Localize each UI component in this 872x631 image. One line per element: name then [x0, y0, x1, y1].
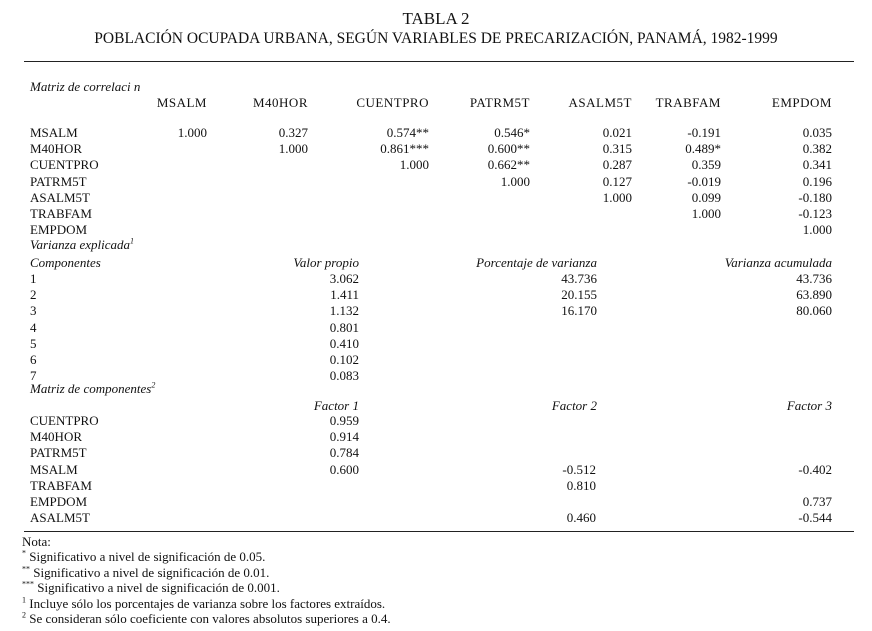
row-label: ASALM5T [30, 189, 90, 205]
correlation-value: 0.861*** [380, 141, 429, 157]
column-header: EMPDOM [771, 95, 832, 110]
correlation-value: -0.123 [798, 206, 832, 221]
footnote [22, 581, 280, 594]
correlation-value: 0.341 [802, 157, 832, 173]
eigenvalue: 0.083 [329, 368, 359, 384]
footnote-text: Se consideran sólo coeficiente con valores absolutos superiores a 0.4. [26, 611, 391, 626]
eigenvalue: 1.132 [329, 303, 359, 319]
cumulative-variance: 63.890 [796, 287, 832, 303]
eigenvalue: 0.410 [329, 335, 359, 351]
row-label: ASALM5T [30, 510, 90, 526]
row-label: PATRM5T [30, 173, 87, 189]
correlation-value: 1.000 [602, 189, 632, 205]
table-title: TABLA 2 [402, 9, 470, 28]
correlation-value: 1.000 [278, 141, 308, 157]
component-number: 2 [30, 287, 37, 303]
correlation-value: -0.019 [687, 173, 721, 189]
correlation-value: 0.196 [802, 173, 832, 189]
component-number: 4 [30, 319, 37, 335]
component-number: 6 [30, 352, 37, 367]
column-header: MSALM [156, 95, 207, 110]
column-header: PATRM5T [469, 95, 530, 110]
correlation-value: 1.000 [177, 125, 207, 140]
eigenvalue: 3.062 [329, 271, 359, 286]
variance-pct: 43.736 [561, 271, 597, 286]
row-label: EMPDOM [30, 494, 88, 509]
correlation-value: 1.000 [691, 206, 721, 221]
component-number: 1 [30, 271, 37, 286]
factor-1-loading: 0.600 [329, 461, 359, 477]
correlation-value: 0.662** [487, 157, 530, 173]
component-number: 7 [30, 368, 37, 384]
footnote-marker: 2 [22, 610, 26, 620]
footnote-text: Significativo a nivel de significación de 0.05. [26, 549, 266, 564]
footnote-text: Significativo a nivel de significación de 0.01. [30, 564, 270, 580]
row-label: TRABFAM [30, 477, 92, 493]
factor-3-loading: 0.737 [802, 494, 832, 509]
correlation-value: 0.287 [602, 157, 632, 173]
footnote-text: Incluye sólo los porcentajes de varianza sobre los factores extraídos. [26, 595, 386, 611]
row-label: TRABFAM [30, 206, 92, 221]
factor-3-loading: -0.544 [798, 510, 832, 526]
correlation-value: 0.489* [685, 141, 721, 157]
correlation-value: 1.000 [802, 222, 832, 238]
footnote-text: Significativo a nivel de significación de 0.001. [34, 580, 280, 595]
factor-1-loading: 0.784 [329, 445, 359, 461]
correlation-value: 0.382 [802, 141, 832, 157]
eigenvalue: 0.801 [329, 319, 359, 335]
row-label: MSALM [30, 461, 78, 477]
correlation-value: -0.180 [798, 189, 832, 205]
footnote-marker: * [22, 548, 26, 558]
factor-1-loading: 0.959 [329, 413, 359, 428]
top-rule [24, 61, 854, 62]
correlation-value: 0.035 [802, 125, 832, 140]
component-number: 5 [30, 335, 37, 351]
factor-3-loading: -0.402 [798, 461, 832, 477]
table-subtitle: POBLACIÓN OCUPADA URBANA, SEGÚN VARIABLES DE PRECARIZACIÓN, PANAMÁ, 1982-1999 [94, 30, 778, 47]
correlation-value: 0.315 [602, 141, 632, 157]
variance-pct-header: Porcentaje de varianza [476, 255, 597, 270]
footnote-marker: ** [22, 564, 30, 574]
row-label: CUENTPRO [30, 157, 99, 173]
row-label: M40HOR [30, 429, 83, 445]
correlation-value: 0.546* [494, 125, 530, 140]
correlation-value: 0.021 [602, 125, 632, 140]
correlation-value: 1.000 [399, 157, 429, 173]
footnote [22, 612, 391, 625]
footnote-marker: 1 [22, 595, 26, 605]
correlation-value: -0.191 [687, 125, 721, 140]
components-header: Componentes [30, 255, 101, 270]
correlation-value: 0.127 [602, 173, 632, 189]
correlation-value: 0.574** [386, 125, 429, 140]
footnote [22, 550, 265, 563]
component-matrix-label: Matriz de componentes$^2$ [30, 380, 156, 396]
row-label: MSALM [30, 125, 78, 140]
factor-1-header: Factor 1 [313, 398, 359, 413]
footnote-marker: 1 [130, 236, 135, 246]
cumulative-variance-header: Varianza acumulada [724, 255, 832, 270]
row-label: EMPDOM [30, 222, 88, 238]
eigenvalue: 0.102 [329, 352, 359, 367]
eigenvalue: 1.411 [330, 287, 359, 303]
correlation-value: 1.000 [500, 173, 530, 189]
factor-2-loading: 0.460 [566, 510, 596, 526]
correlation-value: 0.600** [487, 141, 530, 157]
column-header: CUENTPRO [356, 95, 429, 110]
variance-pct: 16.170 [561, 303, 597, 319]
variance-pct: 20.155 [561, 287, 597, 303]
variance-label: Varianza explicada$^1$ [30, 236, 135, 252]
cumulative-variance: 80.060 [796, 303, 832, 319]
factor-2-loading: 0.810 [566, 477, 596, 493]
footnote-marker: 2 [151, 380, 156, 390]
factor-2-loading: -0.512 [562, 461, 596, 477]
correlation-value: 0.099 [691, 189, 721, 205]
component-number: 3 [30, 303, 37, 319]
correlation-value: 0.359 [691, 157, 721, 173]
notes-heading: Nota: [22, 534, 51, 549]
row-label: CUENTPRO [30, 413, 99, 428]
factor-1-loading: 0.914 [329, 429, 359, 445]
correlation-matrix-label: Matriz de correlaci n [30, 79, 141, 94]
column-header: M40HOR [252, 95, 308, 110]
footnote-marker: *** [22, 579, 34, 589]
eigenvalue-header: Valor propio [293, 255, 359, 270]
column-header: TRABFAM [655, 95, 721, 110]
cumulative-variance: 43.736 [796, 271, 832, 286]
factor-2-header: Factor 2 [551, 398, 597, 413]
footnote [22, 566, 269, 579]
column-header: ASALM5T [568, 95, 632, 110]
bottom-rule [24, 531, 854, 532]
factor-3-header: Factor 3 [786, 398, 832, 413]
correlation-value: 0.327 [278, 125, 308, 140]
row-label: M40HOR [30, 141, 83, 157]
row-label: PATRM5T [30, 445, 87, 461]
footnote [22, 597, 385, 610]
